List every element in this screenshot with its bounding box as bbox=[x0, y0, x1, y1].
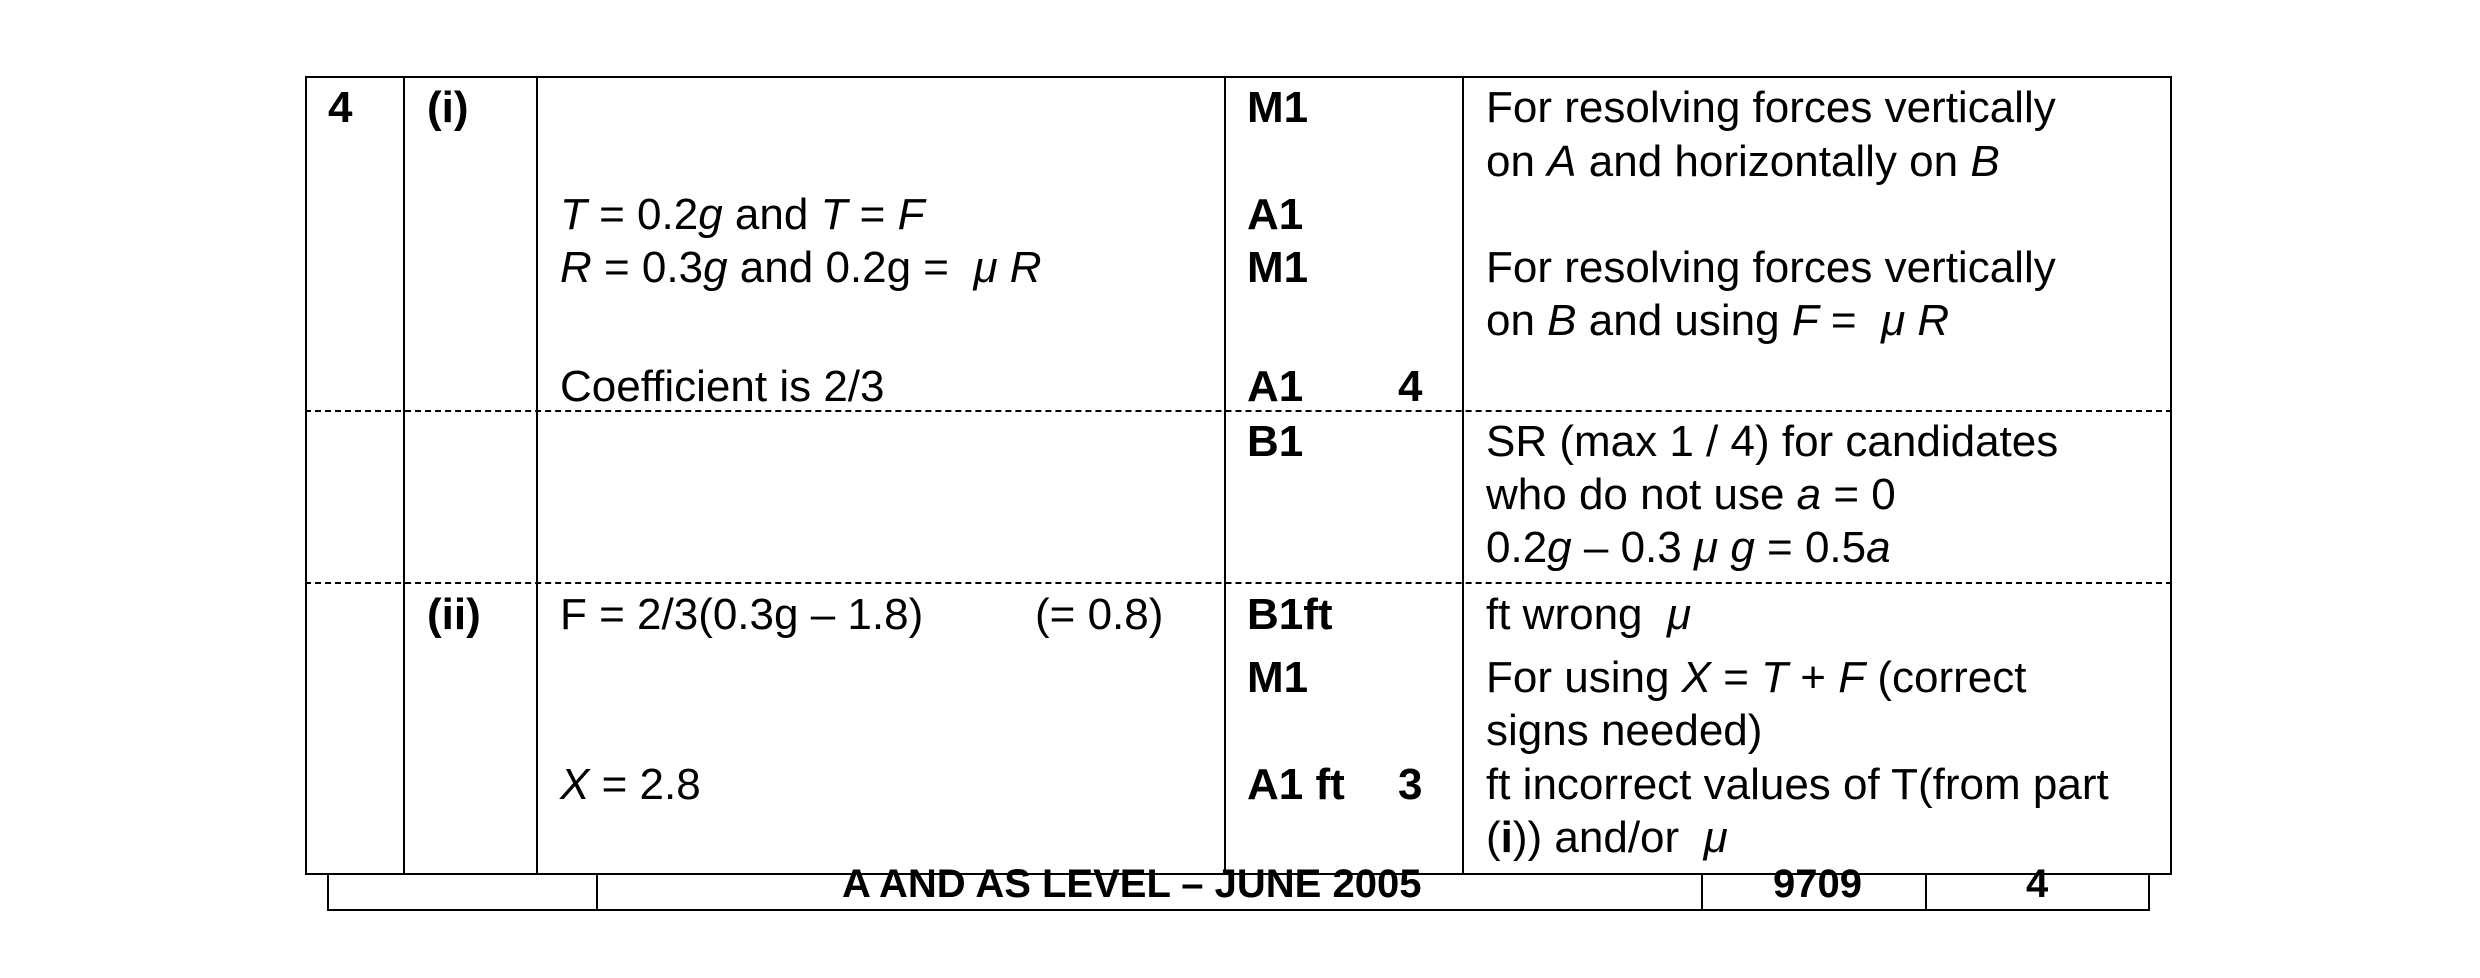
comment-sr-1: SR (max 1 / 4) for candidates bbox=[1486, 417, 2059, 466]
working-line-tension: T = 0.2g and T = F bbox=[560, 190, 925, 239]
footer-divider-2 bbox=[1701, 874, 1703, 910]
mark-ii-1: B1ft bbox=[1247, 590, 1333, 639]
footer-syllabus-code: 9709 bbox=[1773, 862, 1862, 906]
working-friction-value: (= 0.8) bbox=[1035, 590, 1164, 639]
mark-i-3: M1 bbox=[1247, 243, 1309, 292]
working-friction: F = 2/3(0.3g – 1.8) bbox=[560, 590, 924, 639]
footer-left-border bbox=[327, 874, 329, 910]
working-line-reaction: R = 0.3g and 0.2g = μ R bbox=[560, 243, 1042, 292]
footer-divider-3 bbox=[1925, 874, 1927, 910]
mark-i-4: A1 bbox=[1247, 362, 1304, 411]
mark-ii-total: 3 bbox=[1398, 760, 1423, 809]
footer-exam-title: A AND AS LEVEL – JUNE 2005 bbox=[842, 862, 1422, 906]
footer-bottom-border bbox=[327, 909, 2150, 911]
col-divider-2 bbox=[536, 76, 538, 874]
question-number: 4 bbox=[328, 83, 353, 132]
comment-ii-3a: ft incorrect values of T(from part bbox=[1486, 760, 2109, 809]
comment-sr-2: who do not use a = 0 bbox=[1486, 470, 1896, 519]
comment-ii-1: ft wrong μ bbox=[1486, 590, 1692, 639]
table-right-border bbox=[2170, 76, 2172, 874]
comment-ii-2a: For using X = T + F (correct bbox=[1486, 653, 2027, 702]
col-divider-4 bbox=[1462, 76, 1464, 874]
footer-right-border bbox=[2148, 874, 2150, 910]
comment-i-3a: For resolving forces vertically bbox=[1486, 243, 2056, 292]
mark-i-1: M1 bbox=[1247, 83, 1309, 132]
table-left-border bbox=[305, 76, 307, 874]
comment-sr-3: 0.2g – 0.3 μ g = 0.5a bbox=[1486, 523, 1891, 572]
mark-i-total: 4 bbox=[1398, 362, 1423, 411]
part-i-label: (i) bbox=[427, 83, 469, 132]
footer-paper-number: 4 bbox=[2026, 862, 2049, 906]
mark-ii-2: M1 bbox=[1247, 653, 1309, 702]
table-top-border bbox=[305, 76, 2172, 78]
footer-divider-1 bbox=[596, 874, 598, 910]
working-x-answer: X = 2.8 bbox=[560, 760, 701, 809]
mark-i-2: A1 bbox=[1247, 190, 1304, 239]
comment-i-1a: For resolving forces vertically bbox=[1486, 83, 2056, 132]
mark-ii-3: A1 ft bbox=[1247, 760, 1345, 809]
part-ii-label: (ii) bbox=[427, 590, 481, 639]
comment-i-1b: on A and horizontally on B bbox=[1486, 137, 2000, 186]
col-divider-1 bbox=[403, 76, 405, 874]
dashed-divider-2 bbox=[305, 582, 2172, 584]
comment-ii-2b: signs needed) bbox=[1486, 706, 1763, 755]
working-line-coefficient: Coefficient is 2/3 bbox=[560, 362, 885, 411]
mark-sr: B1 bbox=[1247, 417, 1304, 466]
comment-ii-3b: (i)) and/or μ bbox=[1486, 813, 1728, 862]
col-divider-3 bbox=[1224, 76, 1226, 874]
comment-i-3b: on B and using F = μ R bbox=[1486, 296, 1950, 345]
